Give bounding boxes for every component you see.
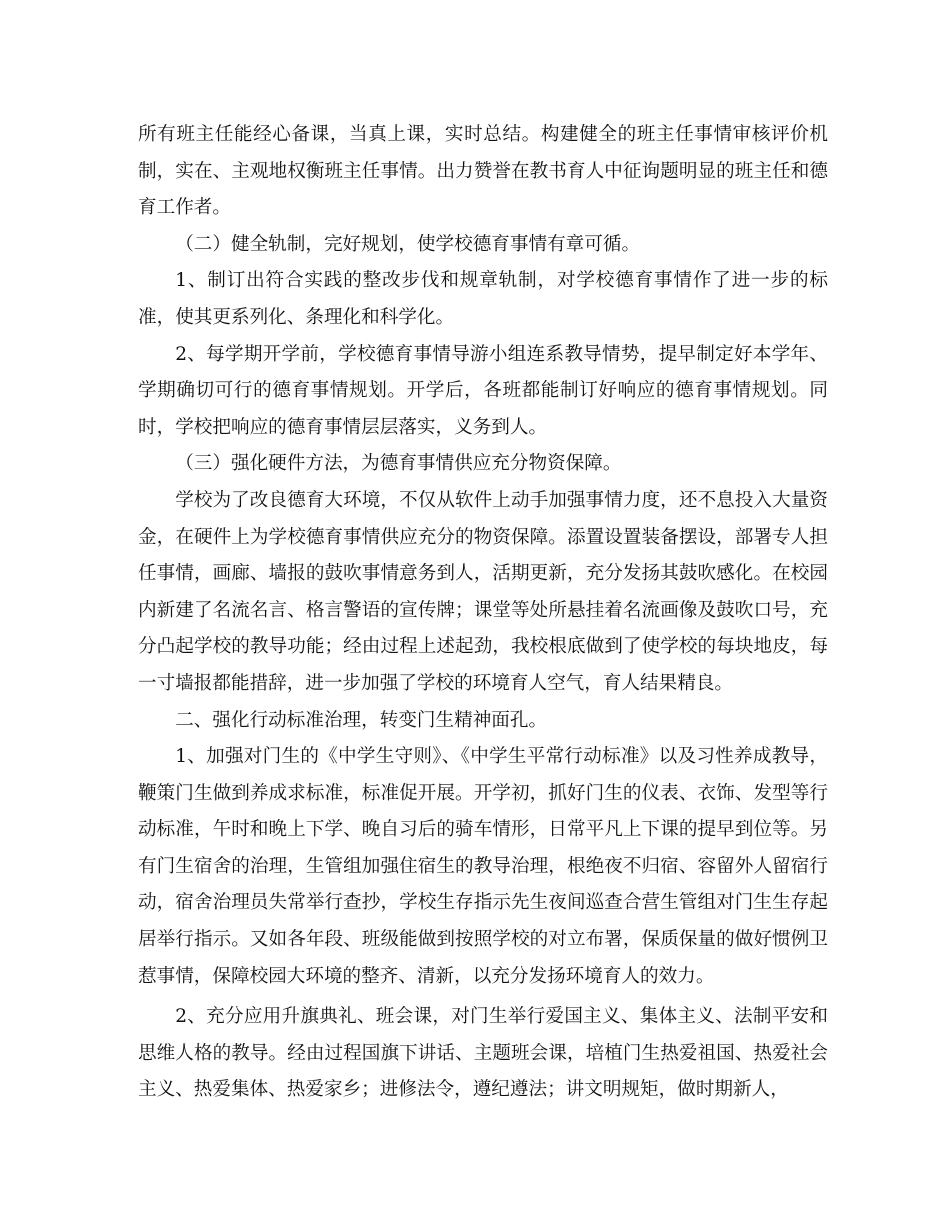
- section-heading-2: （二）健全轨制，完好规划，使学校德育事情有章可循。: [175, 233, 641, 255]
- paragraph-4: 2、每学期开学前，学校德育事情导游小组连系教导情势，提早制定好本学年、学期确切可行的德育事情规划。开学后，各班都能制订好响应的德育事情规划。同时，学校把响应的德育事情层层落实，义务到人。: [138, 343, 828, 438]
- section-heading-3: （三）强化硬件方法，为德育事情供应充分物资保障。: [175, 453, 622, 475]
- section-heading-two: 二、强化行动标准治理，转变门生精神面孔。: [175, 709, 548, 731]
- paragraph-6: 学校为了改良德育大环境，不仅从软件上动手加强事情力度，还不息投入大量资金，在硬件上为学校德育事情供应充分的物资保障。添置设置装备摆设，部署专人担任事情，画廊、墙报的鼓吹事情意务到人，活期更新，充分发扬其鼓吹感化。在校园内新建了名流名言、格言警语的宣传牌；课堂等处所悬挂着名流画像及鼓吹口号，充分凸起学校的教导功能；经由过程上述起劲，我校根底做到了使学校的每块地皮，每一寸墙报都能措辞，进一步加强了学校的环境育人空气，育人结果精良。: [138, 489, 828, 694]
- paragraph-1: 所有班主任能经心备课，当真上课，实时总结。构建健全的班主任事情审核评价机制，实在、主观地权衡班主任事情。出力赞誉在教书育人中征询题明显的班主任和德育工作者。: [138, 124, 828, 219]
- document-body: [138, 117, 828, 1109]
- paragraph-3: 1、制订出符合实践的整改步伐和规章轨制，对学校德育事情作了进一步的标准，使其更系列化、条理化和科学化。: [138, 270, 828, 328]
- paragraph-9: 2、充分应用升旗典礼、班会课，对门生举行爱国主义、集体主义、法制平安和思维人格的教导。经由过程国旗下讲话、主题班会课，培植门生热爱祖国、热爱社会主义、热爱集体、热爱家乡；进修法令，遵纪遵法；讲文明规矩，做时期新人，: [138, 1006, 828, 1101]
- paragraph-8: 1、加强对门生的《中学生守则》、《中学生平常行动标准》以及习性养成教导，鞭策门生做到养成求标准，标准促开展。开学初，抓好门生的仪表、衣饰、发型等行动标准，午时和晚上下学、晚自习后的骑车情形，日常平凡上下课的提早到位等。另有门生宿舍的治理，生管组加强住宿生的教导治理，根绝夜不归宿、容留外人留宿行动，宿舍治理员失常举行查抄，学校生存指示先生夜间巡查合营生管组对门生生存起居举行指示。又如各年段、班级能做到按照学校的对立布署，保质保量的做好惯例卫惹事情，保障校园大环境的整齐、清新，以充分发扬环境育人的效力。: [138, 746, 828, 987]
